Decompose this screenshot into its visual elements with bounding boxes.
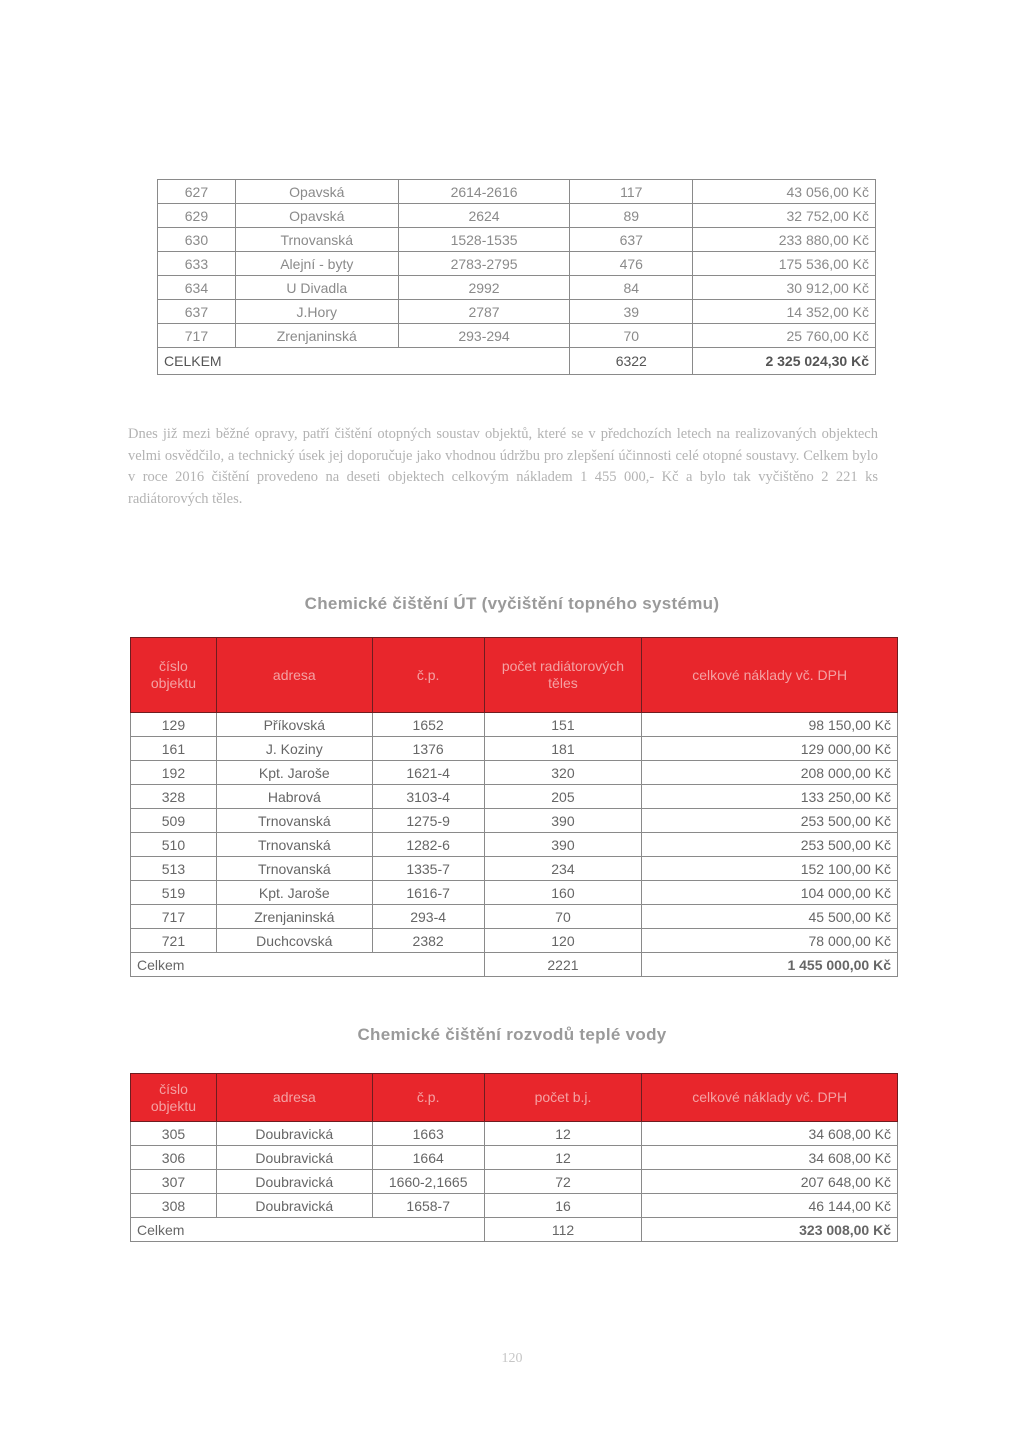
cell-address: Kpt. Jaroše bbox=[216, 881, 372, 905]
cell-object-number: 721 bbox=[131, 929, 217, 953]
cell-address: Trnovanská bbox=[216, 857, 372, 881]
table-row bbox=[131, 713, 898, 737]
cell-cost: 30 912,00 Kč bbox=[693, 276, 876, 300]
cell-object-number: 717 bbox=[131, 905, 217, 929]
cell-count: 117 bbox=[570, 180, 693, 204]
cell-address: Kpt. Jaroše bbox=[216, 761, 372, 785]
cell-cost: 25 760,00 Kč bbox=[693, 324, 876, 348]
cell-cost: 152 100,00 Kč bbox=[642, 857, 898, 881]
cell-count: 390 bbox=[484, 833, 642, 857]
table-row bbox=[131, 785, 898, 809]
cell-house-number: 2382 bbox=[372, 929, 484, 953]
table-row bbox=[158, 276, 876, 300]
cell-cost: 98 150,00 Kč bbox=[642, 713, 898, 737]
cell-house-number: 3103-4 bbox=[372, 785, 484, 809]
cell-house-number: 1663 bbox=[372, 1122, 484, 1146]
table-row bbox=[131, 761, 898, 785]
cell-cost: 129 000,00 Kč bbox=[642, 737, 898, 761]
cell-count: 320 bbox=[484, 761, 642, 785]
cell-house-number: 1664 bbox=[372, 1146, 484, 1170]
cell-house-number: 1335-7 bbox=[372, 857, 484, 881]
total-cost: 323 008,00 Kč bbox=[642, 1218, 898, 1242]
cell-house-number: 2783-2795 bbox=[398, 252, 570, 276]
table-row bbox=[158, 324, 876, 348]
table-row bbox=[131, 809, 898, 833]
cell-object-number: 637 bbox=[158, 300, 236, 324]
header-object-number: číslo objektu bbox=[131, 1074, 217, 1122]
cell-count: 39 bbox=[570, 300, 693, 324]
cell-count: 72 bbox=[484, 1170, 642, 1194]
cell-count: 181 bbox=[484, 737, 642, 761]
cell-object-number: 633 bbox=[158, 252, 236, 276]
table-row bbox=[158, 180, 876, 204]
cell-house-number: 2787 bbox=[398, 300, 570, 324]
total-count: 2221 bbox=[484, 953, 642, 977]
cell-object-number: 305 bbox=[131, 1122, 217, 1146]
cell-address: Opavská bbox=[235, 204, 398, 228]
table-row bbox=[131, 905, 898, 929]
cell-object-number: 629 bbox=[158, 204, 236, 228]
total-label: Celkem bbox=[131, 953, 485, 977]
table-row bbox=[131, 737, 898, 761]
cell-cost: 133 250,00 Kč bbox=[642, 785, 898, 809]
header-unit-count: počet b.j. bbox=[484, 1074, 642, 1122]
cell-address: Zrenjaninská bbox=[216, 905, 372, 929]
ut-cleaning-table-continued bbox=[157, 179, 876, 375]
cell-count: 70 bbox=[570, 324, 693, 348]
header-address: adresa bbox=[216, 638, 372, 713]
cell-cost: 14 352,00 Kč bbox=[693, 300, 876, 324]
cell-object-number: 161 bbox=[131, 737, 217, 761]
cell-address: Doubravická bbox=[216, 1194, 372, 1218]
cell-cost: 34 608,00 Kč bbox=[642, 1146, 898, 1170]
cell-cost: 46 144,00 Kč bbox=[642, 1194, 898, 1218]
table-row bbox=[158, 252, 876, 276]
hot-water-cleaning-table bbox=[130, 1073, 898, 1242]
cell-count: 390 bbox=[484, 809, 642, 833]
cell-address: Doubravická bbox=[216, 1146, 372, 1170]
cell-cost: 175 536,00 Kč bbox=[693, 252, 876, 276]
cell-address: J.Hory bbox=[235, 300, 398, 324]
cell-count: 12 bbox=[484, 1122, 642, 1146]
cell-house-number: 2624 bbox=[398, 204, 570, 228]
cell-house-number: 1282-6 bbox=[372, 833, 484, 857]
table-row bbox=[131, 1194, 898, 1218]
cell-house-number: 2614-2616 bbox=[398, 180, 570, 204]
cell-house-number: 1621-4 bbox=[372, 761, 484, 785]
table-row bbox=[131, 881, 898, 905]
cell-object-number: 513 bbox=[131, 857, 217, 881]
cell-house-number: 1528-1535 bbox=[398, 228, 570, 252]
cell-address: Habrová bbox=[216, 785, 372, 809]
total-label: Celkem bbox=[131, 1218, 485, 1242]
table-row bbox=[131, 929, 898, 953]
cell-address: Trnovanská bbox=[216, 833, 372, 857]
cell-address: Opavská bbox=[235, 180, 398, 204]
cell-count: 160 bbox=[484, 881, 642, 905]
table-header-row bbox=[131, 638, 898, 713]
cell-house-number: 2992 bbox=[398, 276, 570, 300]
cell-object-number: 328 bbox=[131, 785, 217, 809]
cell-cost: 32 752,00 Kč bbox=[693, 204, 876, 228]
cell-house-number: 1658-7 bbox=[372, 1194, 484, 1218]
page-number: 120 bbox=[501, 1351, 523, 1366]
cell-address: Příkovská bbox=[216, 713, 372, 737]
cell-address: Doubravická bbox=[216, 1122, 372, 1146]
header-house-number: č.p. bbox=[372, 638, 484, 713]
cell-object-number: 192 bbox=[131, 761, 217, 785]
table-row bbox=[131, 1170, 898, 1194]
cell-address: Alejní - byty bbox=[235, 252, 398, 276]
cell-object-number: 627 bbox=[158, 180, 236, 204]
cell-object-number: 129 bbox=[131, 713, 217, 737]
cell-count: 84 bbox=[570, 276, 693, 300]
total-cost: 2 325 024,30 Kč bbox=[693, 348, 876, 375]
cell-house-number: 293-4 bbox=[372, 905, 484, 929]
cell-count: 476 bbox=[570, 252, 693, 276]
cell-house-number: 1660-2,1665 bbox=[372, 1170, 484, 1194]
cell-object-number: 308 bbox=[131, 1194, 217, 1218]
cell-object-number: 509 bbox=[131, 809, 217, 833]
cell-object-number: 634 bbox=[158, 276, 236, 300]
header-object-number: číslo objektu bbox=[131, 638, 217, 713]
total-row bbox=[131, 953, 898, 977]
header-total-cost: celkové náklady vč. DPH bbox=[642, 638, 898, 713]
table-row bbox=[158, 228, 876, 252]
ut-chemical-cleaning-table bbox=[130, 637, 898, 977]
total-label: CELKEM bbox=[158, 348, 570, 375]
table-row bbox=[131, 1122, 898, 1146]
cell-object-number: 307 bbox=[131, 1170, 217, 1194]
cell-count: 151 bbox=[484, 713, 642, 737]
cell-house-number: 293-294 bbox=[398, 324, 570, 348]
cell-count: 16 bbox=[484, 1194, 642, 1218]
cell-count: 12 bbox=[484, 1146, 642, 1170]
cell-count: 70 bbox=[484, 905, 642, 929]
cell-cost: 43 056,00 Kč bbox=[693, 180, 876, 204]
header-total-cost: celkové náklady vč. DPH bbox=[642, 1074, 898, 1122]
cell-address: Duchcovská bbox=[216, 929, 372, 953]
section-heading-hot-water-cleaning: Chemické čištění rozvodů teplé vody bbox=[357, 1025, 667, 1044]
table-row bbox=[131, 857, 898, 881]
cell-count: 89 bbox=[570, 204, 693, 228]
cell-count: 120 bbox=[484, 929, 642, 953]
cell-cost: 207 648,00 Kč bbox=[642, 1170, 898, 1194]
total-count: 112 bbox=[484, 1218, 642, 1242]
cell-cost: 233 880,00 Kč bbox=[693, 228, 876, 252]
cell-cost: 208 000,00 Kč bbox=[642, 761, 898, 785]
table-row bbox=[131, 833, 898, 857]
cell-cost: 78 000,00 Kč bbox=[642, 929, 898, 953]
header-radiator-count: počet radiátorových těles bbox=[484, 638, 642, 713]
cell-cost: 34 608,00 Kč bbox=[642, 1122, 898, 1146]
cell-object-number: 306 bbox=[131, 1146, 217, 1170]
total-cost: 1 455 000,00 Kč bbox=[642, 953, 898, 977]
description-paragraph: Dnes již mezi běžné opravy, patří čištění otopných soustav objektů, které se v předchozích letech na realizovaných objektech velmi osvědčilo, a technický úsek jej doporučuje jako vhodnou údržbu pro zlepšení účinnosti celé otopné soustavy. Celkem bylo v roce 2016 čištění provedeno na deseti objektech celkovým nákladem 1 455 000,- Kč a bylo tak vyčištěno 2 221 ks radiátorových těles. bbox=[128, 426, 878, 507]
table-row bbox=[158, 300, 876, 324]
cell-address: Zrenjaninská bbox=[235, 324, 398, 348]
cell-address: U Divadla bbox=[235, 276, 398, 300]
cell-object-number: 717 bbox=[158, 324, 236, 348]
total-row bbox=[158, 348, 876, 375]
cell-address: J. Koziny bbox=[216, 737, 372, 761]
cell-cost: 45 500,00 Kč bbox=[642, 905, 898, 929]
cell-object-number: 630 bbox=[158, 228, 236, 252]
cell-address: Trnovanská bbox=[235, 228, 398, 252]
cell-house-number: 1652 bbox=[372, 713, 484, 737]
cell-house-number: 1275-9 bbox=[372, 809, 484, 833]
cell-house-number: 1616-7 bbox=[372, 881, 484, 905]
section-heading-ut-cleaning: Chemické čištění ÚT (vyčištění topného systému) bbox=[304, 594, 720, 613]
table-row bbox=[131, 1146, 898, 1170]
cell-address: Trnovanská bbox=[216, 809, 372, 833]
cell-cost: 253 500,00 Kč bbox=[642, 833, 898, 857]
cell-count: 637 bbox=[570, 228, 693, 252]
cell-address: Doubravická bbox=[216, 1170, 372, 1194]
cell-count: 234 bbox=[484, 857, 642, 881]
table-row bbox=[158, 204, 876, 228]
cell-object-number: 510 bbox=[131, 833, 217, 857]
cell-house-number: 1376 bbox=[372, 737, 484, 761]
cell-cost: 253 500,00 Kč bbox=[642, 809, 898, 833]
header-house-number: č.p. bbox=[372, 1074, 484, 1122]
cell-object-number: 519 bbox=[131, 881, 217, 905]
cell-count: 205 bbox=[484, 785, 642, 809]
total-count: 6322 bbox=[570, 348, 693, 375]
total-row bbox=[131, 1218, 898, 1242]
cell-cost: 104 000,00 Kč bbox=[642, 881, 898, 905]
table-header-row bbox=[131, 1074, 898, 1122]
header-address: adresa bbox=[216, 1074, 372, 1122]
